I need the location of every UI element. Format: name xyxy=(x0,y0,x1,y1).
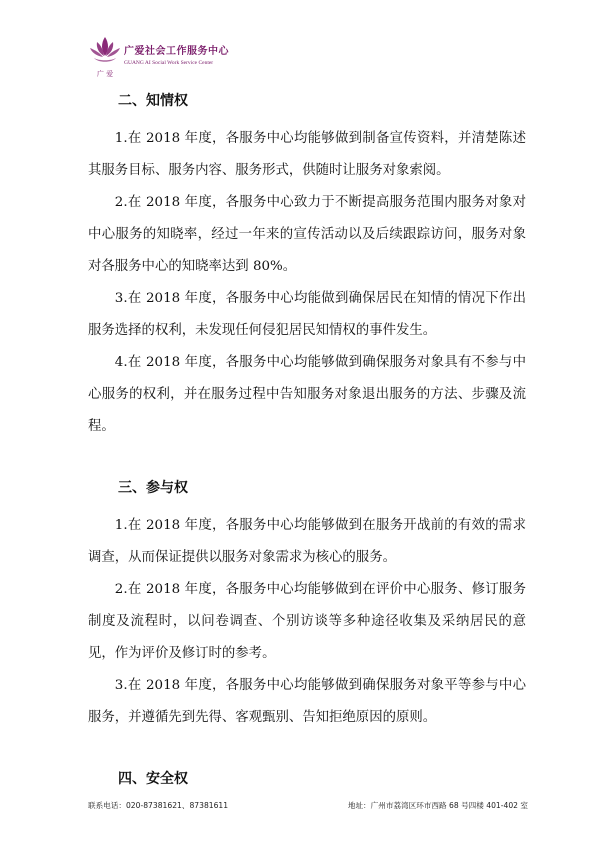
lotus-logo-icon xyxy=(88,34,122,80)
section-right-to-know xyxy=(88,86,526,443)
paragraph: 3.在 2018 年度，各服务中心均能做到确保居民在知情的情况下作出服务选择的权利，未发现任何侵犯居民知情权的事件发生。 xyxy=(88,291,526,338)
org-name-chinese: 广爱社会工作服务中心 xyxy=(124,46,229,57)
letterhead xyxy=(88,34,348,80)
page-footer xyxy=(88,800,528,816)
section-heading: 二、知情权 xyxy=(118,93,188,109)
section-right-to-participate xyxy=(88,473,526,734)
logo-characters: 广 爱 xyxy=(96,70,114,78)
paragraph: 1.在 2018 年度，各服务中心均能够做到在服务开战前的有效的需求调查，从而保证提供以服务对象需求为核心的服务。 xyxy=(88,518,526,565)
document-body xyxy=(88,86,526,795)
paragraph: 1.在 2018 年度，各服务中心均能够做到制备宣传资料，并清楚陈述其服务目标、服务内容、服务形式，供随时让服务对象索阅。 xyxy=(88,131,526,178)
section-right-to-safety xyxy=(88,764,526,795)
section-heading: 三、参与权 xyxy=(118,480,188,496)
paragraph: 4.在 2018 年度，各服务中心均能够做到确保服务对象具有不参与中心服务的权利，并在服务过程中告知服务对象退出服务的方法、步骤及流程。 xyxy=(88,355,526,434)
paragraph: 2.在 2018 年度，各服务中心均能够做到在评价中心服务、修订服务制度及流程时，以问卷调查、个别访谈等多种途径收集及采纳居民的意见，作为评价及修订时的参考。 xyxy=(88,582,526,661)
org-name-english: GUANG AI Social Work Service Center xyxy=(124,60,214,66)
paragraph: 2.在 2018 年度，各服务中心致力于不断提高服务范围内服务对象对中心服务的知晓率，经过一年来的宣传活动以及后续跟踪访问，服务对象对各服务中心的知晓率达到 80%。 xyxy=(88,195,526,274)
address: 地址：广州市荔湾区环市西路 68 号四楼 401-402 室 xyxy=(347,801,528,810)
section-heading: 四、安全权 xyxy=(118,771,188,787)
paragraph: 3.在 2018 年度，各服务中心均能够做到确保服务对象平等参与中心服务，并遵循先到先得、客观甄别、告知拒绝原因的原则。 xyxy=(88,678,526,725)
contact-phone: 联系电话：020-87381621、87381611 xyxy=(88,801,229,810)
organization-name xyxy=(124,42,229,66)
